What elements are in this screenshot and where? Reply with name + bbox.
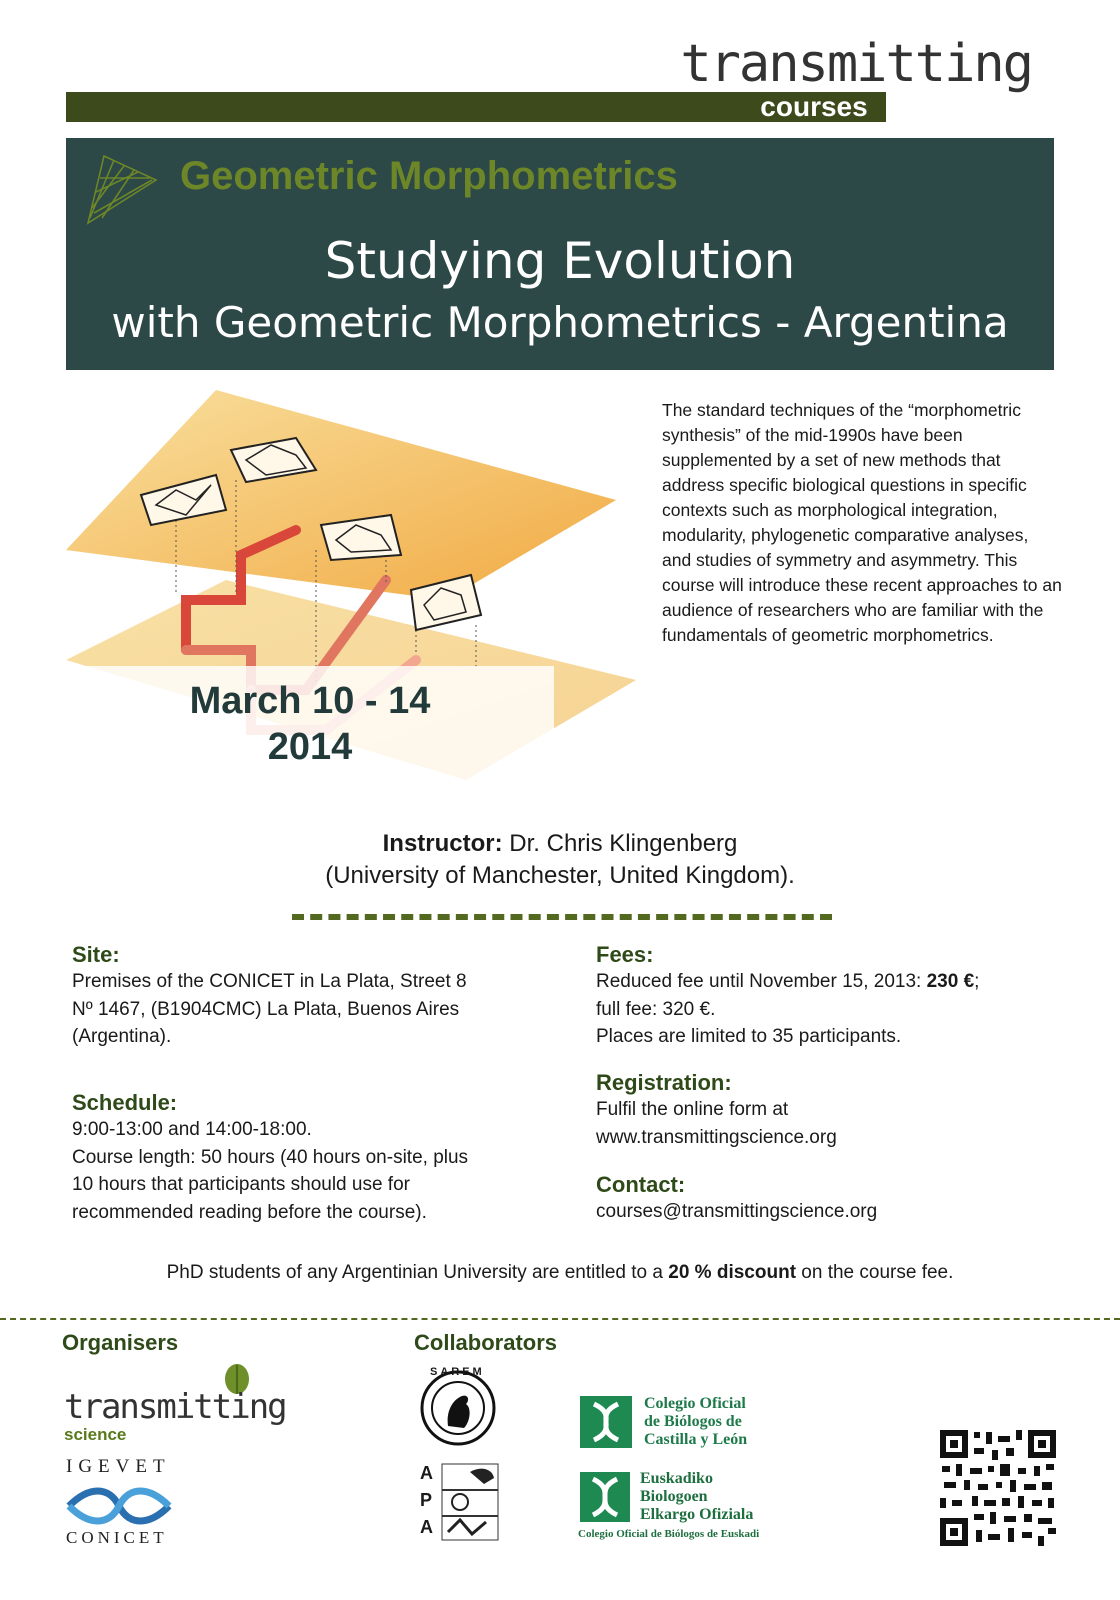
contact-heading: Contact:: [596, 1172, 686, 1197]
footer-divider: [0, 1318, 1120, 1320]
apa-letter: A: [420, 1463, 433, 1483]
registration-url[interactable]: www.transmittingscience.org: [596, 1126, 837, 1148]
site-section: [72, 942, 542, 1051]
fees-reduced-label: Reduced fee until November 15, 2013:: [596, 971, 927, 992]
dates-year: 2014: [267, 726, 353, 768]
phd-discount-note: [0, 1262, 1120, 1284]
fees-line1: [596, 968, 1076, 996]
colegio-cyl-text: [644, 1395, 747, 1449]
conicet-logo-icon: [64, 1482, 174, 1528]
fees-semicolon: ;: [974, 971, 980, 992]
euskadi-line: Elkargo Ofiziala: [640, 1506, 754, 1523]
fees-line3: Places are limited to 35 participants.: [596, 1026, 902, 1047]
fees-section: [596, 942, 1076, 1051]
intro-paragraph: The standard techniques of the “morphometric synthesis” of the mid-1990s have been supplemented by a set of new methods that address specific biological questions in specific contexts such as morphological integration, modularity, phylogenetic comparative analyses, and studies of symmetry and asymmetry. This course will introduce these recent approaches to an audience of researchers who are familiar with the fundamentals of geometric morphometrics.: [662, 400, 1062, 645]
organisers-heading: Organisers: [62, 1330, 179, 1355]
apa-letter: A: [420, 1517, 433, 1537]
registration-heading: Registration:: [596, 1070, 732, 1095]
collaborators-heading: Collaborators: [414, 1330, 558, 1355]
schedule-line: recommended reading before the course).: [72, 1201, 427, 1223]
site-line: Nº 1467, (B1904CMC) La Plata, Buenos Aires: [72, 998, 460, 1020]
courses-tag: courses: [742, 92, 886, 122]
conicet-label: CONICET: [66, 1528, 168, 1547]
banner-title-line2: with Geometric Morphometrics - Argentina: [111, 298, 1009, 347]
banner-subtitle: Geometric Morphometrics: [180, 154, 678, 198]
apa-letter: P: [420, 1490, 433, 1510]
ts-word: transmitting: [64, 1387, 286, 1427]
ts-tag: science: [64, 1425, 127, 1444]
schedule-line: 10 hours that participants should use for: [72, 1174, 410, 1195]
sarem-label: SAREM: [430, 1366, 485, 1378]
course-dates: [66, 666, 554, 780]
colegio-cyl-line: Castilla y León: [644, 1431, 748, 1448]
instructor-name: Dr. Chris Klingenberg: [502, 830, 738, 857]
fees-reduced-amount: 230 €: [926, 971, 975, 992]
igevet-label: IGEVET: [66, 1456, 171, 1477]
phd-note-discount: 20 % discount: [668, 1262, 797, 1283]
registration-line: Fulfil the online form at: [596, 1099, 789, 1120]
schedule-heading: Schedule:: [72, 1090, 178, 1115]
site-heading: Site:: [72, 942, 120, 967]
contact-email[interactable]: courses@transmittingscience.org: [596, 1201, 878, 1222]
registration-section: [596, 1070, 1076, 1151]
phd-note-prefix: PhD students of any Argentinian University are entitled to a: [166, 1262, 669, 1283]
divider-dashed: [292, 914, 832, 920]
schedule-line: Course length: 50 hours (40 hours on-site, plus: [72, 1146, 469, 1168]
fees-line2: full fee: 320 €.: [596, 998, 716, 1020]
colegio-cyl-logo-icon: [580, 1396, 632, 1448]
brand-word: transmitting: [680, 34, 1032, 94]
phd-note-suffix: on the course fee.: [796, 1262, 954, 1283]
colegio-cyl-line: Colegio Oficial: [644, 1395, 746, 1412]
euskadi-line: Euskadiko: [640, 1470, 713, 1487]
euskadi-text: [640, 1470, 753, 1524]
transmitting-science-logo: [64, 1388, 284, 1444]
instructor-block: [0, 828, 1120, 892]
grid-logo-icon: [80, 148, 160, 228]
fees-heading: Fees:: [596, 942, 654, 967]
qr-code-icon[interactable]: [938, 1428, 1058, 1548]
site-line: Premises of the CONICET in La Plata, Street 8: [72, 971, 467, 992]
instructor-label: Instructor:: [382, 830, 503, 857]
site-line: (Argentina).: [72, 1026, 172, 1047]
schedule-line: 9:00-13:00 and 14:00-18:00.: [72, 1119, 312, 1140]
euskadi-line: Biologoen: [640, 1488, 708, 1505]
apa-logo-icon: [440, 1462, 500, 1542]
instructor-affiliation: (University of Manchester, United Kingdom).: [325, 862, 795, 889]
transmitting-logo: [680, 34, 1032, 94]
schedule-section: [72, 1090, 542, 1226]
apa-letters: [420, 1460, 433, 1541]
banner-title-line1: Studying Evolution: [324, 232, 796, 290]
euskadi-logo-icon: [580, 1472, 630, 1522]
sarem-logo-icon: [418, 1368, 498, 1448]
euskadi-subtitle: Colegio Oficial de Biólogos de Euskadi: [578, 1528, 760, 1540]
colegio-cyl-line: de Biólogos de: [644, 1413, 742, 1430]
dates-line1: March 10 - 14: [189, 680, 431, 722]
contact-section: [596, 1172, 1076, 1226]
